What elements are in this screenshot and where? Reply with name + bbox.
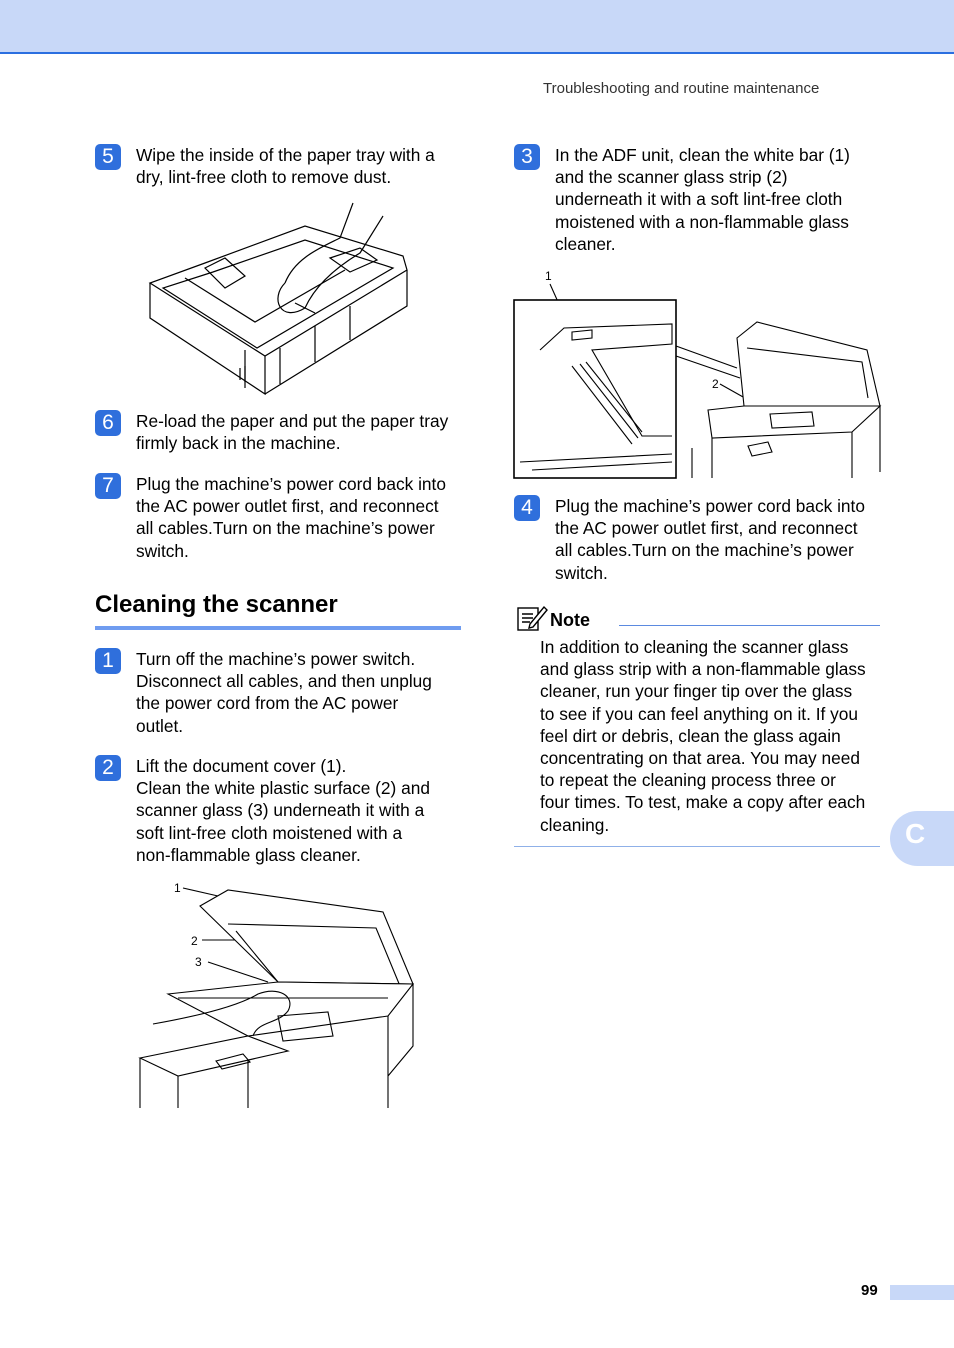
callout-label: 2 <box>712 377 719 391</box>
step-line: Plug the machine’s power cord back into <box>555 496 865 516</box>
step-line: outlet. <box>136 715 184 736</box>
step-line: switch. <box>555 562 608 583</box>
step-line: Turn off the machine’s power switch. <box>136 649 416 669</box>
step-line: underneath it with a soft lint-free cloth <box>555 189 843 210</box>
step-line: all cables.Turn on the machine’s power <box>555 540 854 561</box>
step-number-badge: 2 <box>95 755 121 781</box>
note-bottom-rule <box>514 846 880 847</box>
note-body <box>540 636 880 836</box>
note-line: concentrating on that area. You may need <box>540 748 860 769</box>
step-number-badge: 3 <box>514 144 540 170</box>
step-text <box>136 648 461 737</box>
step-line: Clean the white plastic surface (2) and <box>136 778 430 799</box>
step-number-badge: 5 <box>95 144 121 170</box>
note-title: Note <box>550 610 590 630</box>
page-number: 99 <box>861 1282 878 1299</box>
step-line: the AC power outlet first, and reconnect <box>136 496 439 517</box>
step-line: non-flammable glass cleaner. <box>136 844 361 865</box>
callout-label: 3 <box>195 955 202 969</box>
step-line: the AC power outlet first, and reconnect <box>555 518 858 539</box>
note-line: four times. To test, make a copy after each <box>540 792 866 813</box>
footer-bar <box>890 1285 954 1300</box>
step-text <box>136 144 461 188</box>
note-line: and glass strip with a non-flammable glass <box>540 659 866 680</box>
step-text <box>136 410 461 454</box>
note-line: feel dirt or debris, clean the glass again <box>540 725 841 746</box>
chapter-tab-letter: C <box>905 818 926 849</box>
step-line: and the scanner glass strip (2) <box>555 167 788 188</box>
note-line: to see if you can feel anything on it. If you <box>540 703 858 724</box>
step-line: firmly back in the machine. <box>136 433 341 454</box>
step-text <box>136 755 461 866</box>
note-line: cleaner, run your finger tip over the glass <box>540 681 853 702</box>
running-header: Troubleshooting and routine maintenance <box>543 80 820 97</box>
step-number-badge: 6 <box>95 410 121 436</box>
step-text <box>555 495 880 584</box>
step-line: soft lint-free cloth moistened with a <box>136 822 403 843</box>
step-line: Re-load the paper and put the paper tray <box>136 411 449 431</box>
step-line: Lift the document cover (1). <box>136 756 347 776</box>
callout-label: 2 <box>191 934 198 948</box>
step-line: moistened with a non-flammable glass <box>555 211 849 232</box>
paper-tray-illustration <box>145 198 415 398</box>
step-line: scanner glass (3) underneath it with a <box>136 800 425 821</box>
scanner-glass-illustration <box>138 876 423 1108</box>
note-line: cleaning. <box>540 814 610 835</box>
step-number-badge: 1 <box>95 648 121 674</box>
step-line: dry, lint-free cloth to remove dust. <box>136 167 392 188</box>
step-line: cleaner. <box>555 233 616 254</box>
step-line: switch. <box>136 540 189 561</box>
step-text <box>555 144 880 255</box>
note-line: to repeat the cleaning process three or <box>540 770 836 791</box>
note-pencil-icon <box>516 603 548 633</box>
header-band <box>0 0 954 54</box>
step-line: Plug the machine’s power cord back into <box>136 474 446 494</box>
callout-label: 1 <box>545 269 552 283</box>
callout-label: 1 <box>174 881 181 895</box>
step-line: Wipe the inside of the paper tray with a <box>136 145 435 165</box>
section-rule <box>95 626 461 630</box>
adf-illustration <box>512 266 882 482</box>
step-number-badge: 4 <box>514 495 540 521</box>
step-line: In the ADF unit, clean the white bar (1) <box>555 145 850 165</box>
step-line: Disconnect all cables, and then unplug <box>136 671 432 692</box>
note-line: In addition to cleaning the scanner glass <box>540 637 849 657</box>
step-line: all cables.Turn on the machine’s power <box>136 518 435 539</box>
section-title: Cleaning the scanner <box>95 591 338 618</box>
note-rule <box>619 625 880 626</box>
step-text <box>136 473 461 562</box>
step-number-badge: 7 <box>95 473 121 499</box>
step-line: the power cord from the AC power <box>136 693 399 714</box>
